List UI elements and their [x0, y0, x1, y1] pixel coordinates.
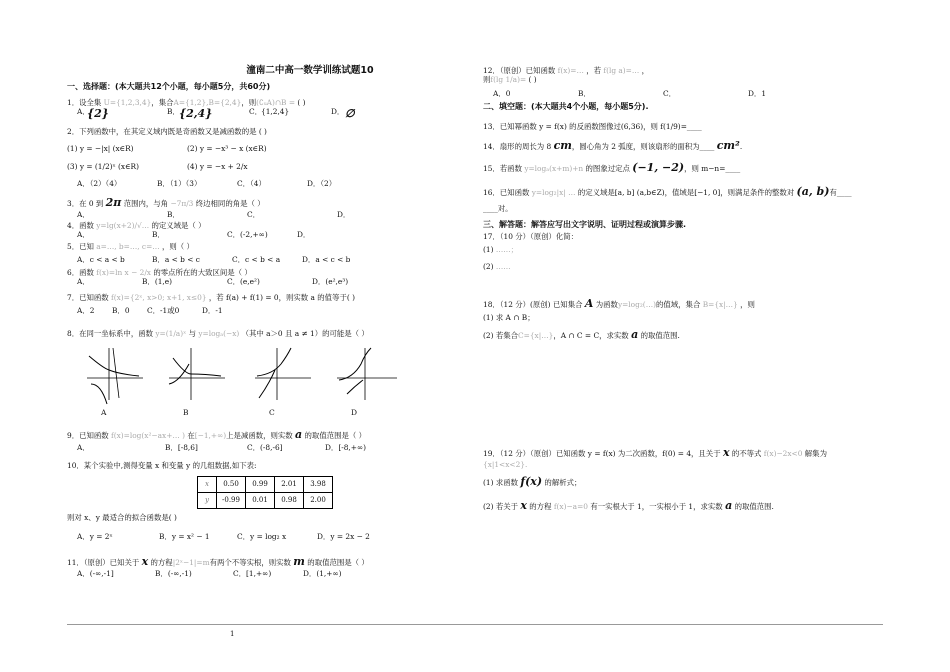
question-13: 13．已知幂函数 y = f(x) 的反函数图像过(6,36)，则 f(1/9)=____ [483, 121, 702, 131]
question-2-functions-row2: (3) y = (1/2)ˣ (x∈R) (4) y = −x + 2/x [67, 161, 248, 171]
question-15: 15．若函数 y=logₐ(x+m)+n 的图象过定点 (−1, −2)，则 m−n=____ [483, 160, 741, 174]
question-17-part2: (2) …… [483, 262, 511, 271]
footer-divider [67, 624, 883, 625]
question-17: 17．（10 分）（原创）化简： [483, 231, 579, 241]
question-10-options: A．y = 2ˣ B．y = x² − 1 C．y = log₂ x D．y = 2x − 2 [77, 532, 370, 542]
question-5: 5．已知 a=…, b=…, c=… ，则（ ） [67, 241, 194, 251]
question-1-options: A． {2} B． {2,4} C． {1,2,4} D． ∅ [77, 107, 355, 121]
graph-c [255, 348, 311, 400]
question-7-options: A．2 B．0 C．-1或0 D．-1 [77, 305, 223, 315]
question-6-options: A． B．(1,e) C．(e,e²) D．(e²,e³) [77, 277, 349, 287]
question-2-options: A．（2）（4） B．（1）（3） C．（4） D．（2） [77, 178, 337, 188]
question-19-part1: (1) 求函数 f(x) 的解析式； [483, 475, 582, 488]
question-8: 8．在同一坐标系中，函数 y=(1/a)ˣ 与 y=logₐ(−x) （其中 a＞0 且 a ≠ 1）的可能是（ ） [67, 329, 369, 338]
question-12: 12．（原创）已知函数 f(x)=… ，若 f(lg a)=… ， [483, 66, 650, 75]
graph-d [337, 348, 397, 400]
question-10: 10．某个实验中,测得变量 x 和变量 y 的几组数据,如下表: [67, 460, 257, 470]
question-5-options: A．c < a < b B．a < b < c C．c < b < a D．a < c < b [77, 254, 351, 264]
table-row: x 0.50 0.99 2.01 3.98 [198, 476, 333, 492]
question-2: 2．下列函数中，在其定义域内既是奇函数又是减函数的是 ( ) [67, 127, 267, 136]
page-title: 潼南二中高一数学训练试题10 [246, 65, 374, 76]
question-19-part2: (2) 若关于 x 的方程 f(x)−a=0 有一实根大于 1，一实根小于 1，求实数 a 的取值范围. [483, 498, 774, 512]
question-8-graph-labels: A B C D [101, 408, 358, 418]
section-heading-choice: 一、选择题：(本大题共12个小题，每小题5分，共60分) [67, 82, 271, 91]
question-19: 19．（12 分）（原创）已知函数 y = f(x) 为二次函数，f(0) = 4，且关于 x 的不等式 f(x)−2x<0 解集为 [483, 446, 827, 459]
question-10-prompt: 则对 x、y 最适合的拟合函数是( ) [67, 512, 177, 522]
question-11: 11．（原创）已知关于 x 的方程|2ˣ−1|=m有两个不等实根，则实数 m 的取值范围是（ ） [67, 555, 369, 569]
table-row: y -0.99 0.01 0.98 2.00 [198, 492, 333, 508]
section-heading-fill: 二、填空题：(本大题共4个小题，每小题5分). [483, 101, 649, 111]
function-graphs [83, 344, 403, 408]
question-16: 16．已知函数 y=log₂|x| … 的定义域是[a, b] (a,b∈Z)，值域是[−1, 0]，则满足条件的整数对 (a, b)有____ [483, 184, 852, 198]
left-column [67, 82, 462, 578]
question-11-options: A．(-∞,-1] B．(-∞,-1) C．[1,+∞) D．(1,+∞) [77, 569, 342, 579]
section-heading-solve: 三、解答题：解答应写出文字说明、证明过程或演算步骤. [483, 219, 687, 229]
question-16-line2: ____对。 [483, 204, 513, 214]
question-9-options: A． B．[-8,6] C．(-8,-6] D．[-8,+∞) [77, 443, 366, 453]
question-9: 9．已知函数 f(x)=log(x²−ax+… ) 在[−1,+∞)上是减函数，则实数 a 的取值范围是（ ） [67, 427, 367, 441]
question-19-solution-set: {x|1<x<2}. [483, 459, 528, 469]
question-4: 4．函数 y=lg(x+2)/√… 的定义域是（ ） [67, 221, 206, 230]
graph-a [87, 348, 143, 404]
question-7: 7．已知函数 f(x)={2ˣ, x>0; x+1, x≤0} ，若 f(a) + f(1) = 0，则实数 a 的值等于( ) [67, 292, 355, 302]
question-17-part1: (1) ……； [483, 244, 519, 254]
question-10-table [197, 476, 333, 509]
question-18: 18．（12 分）(原创) 已知集合 A 为函数y=log₂(…)的值域，集合 B={x|…} ，则 [483, 297, 755, 311]
question-12-line2: 则f(lg 1/a)= ( ) [483, 75, 537, 85]
question-18-part1: (1) 求 A ∩ B； [483, 313, 535, 322]
question-4-options: A． B． C．(-2,+∞) D． [77, 230, 311, 240]
question-2-functions-row1: (1) y = −|x| (x∈R) (2) y = −x³ − x (x∈R) [67, 144, 267, 154]
question-18-part2: (2) 若集合C={x|…}，A ∩ C = C，求实数 a 的取值范围. [483, 328, 680, 342]
question-3-options: A． B． C． D． [77, 209, 351, 219]
question-12-options: A．0 B． C． D．1 [493, 88, 767, 98]
question-3: 3．在 0 到 2π 范围内，与角 −7π/3 终边相同的角是（ ） [67, 196, 265, 209]
question-8-graphs [67, 344, 462, 408]
question-6: 6．函数 f(x)=ln x − 2/x 的零点所在的大致区间是（ ） [67, 268, 252, 277]
page-number: 1 [230, 630, 235, 638]
graph-b [169, 348, 225, 400]
right-column [483, 66, 888, 513]
question-14: 14．扇形的周长为 8 cm，圆心角为 2 弧度，则该扇形的面积为____ cm². [483, 139, 743, 152]
question-1: 1．设全集 U={1,2,3,4}，集合A={1,2},B={2,4}，则(∁ᵤA)∩B = ( ) [67, 98, 306, 107]
